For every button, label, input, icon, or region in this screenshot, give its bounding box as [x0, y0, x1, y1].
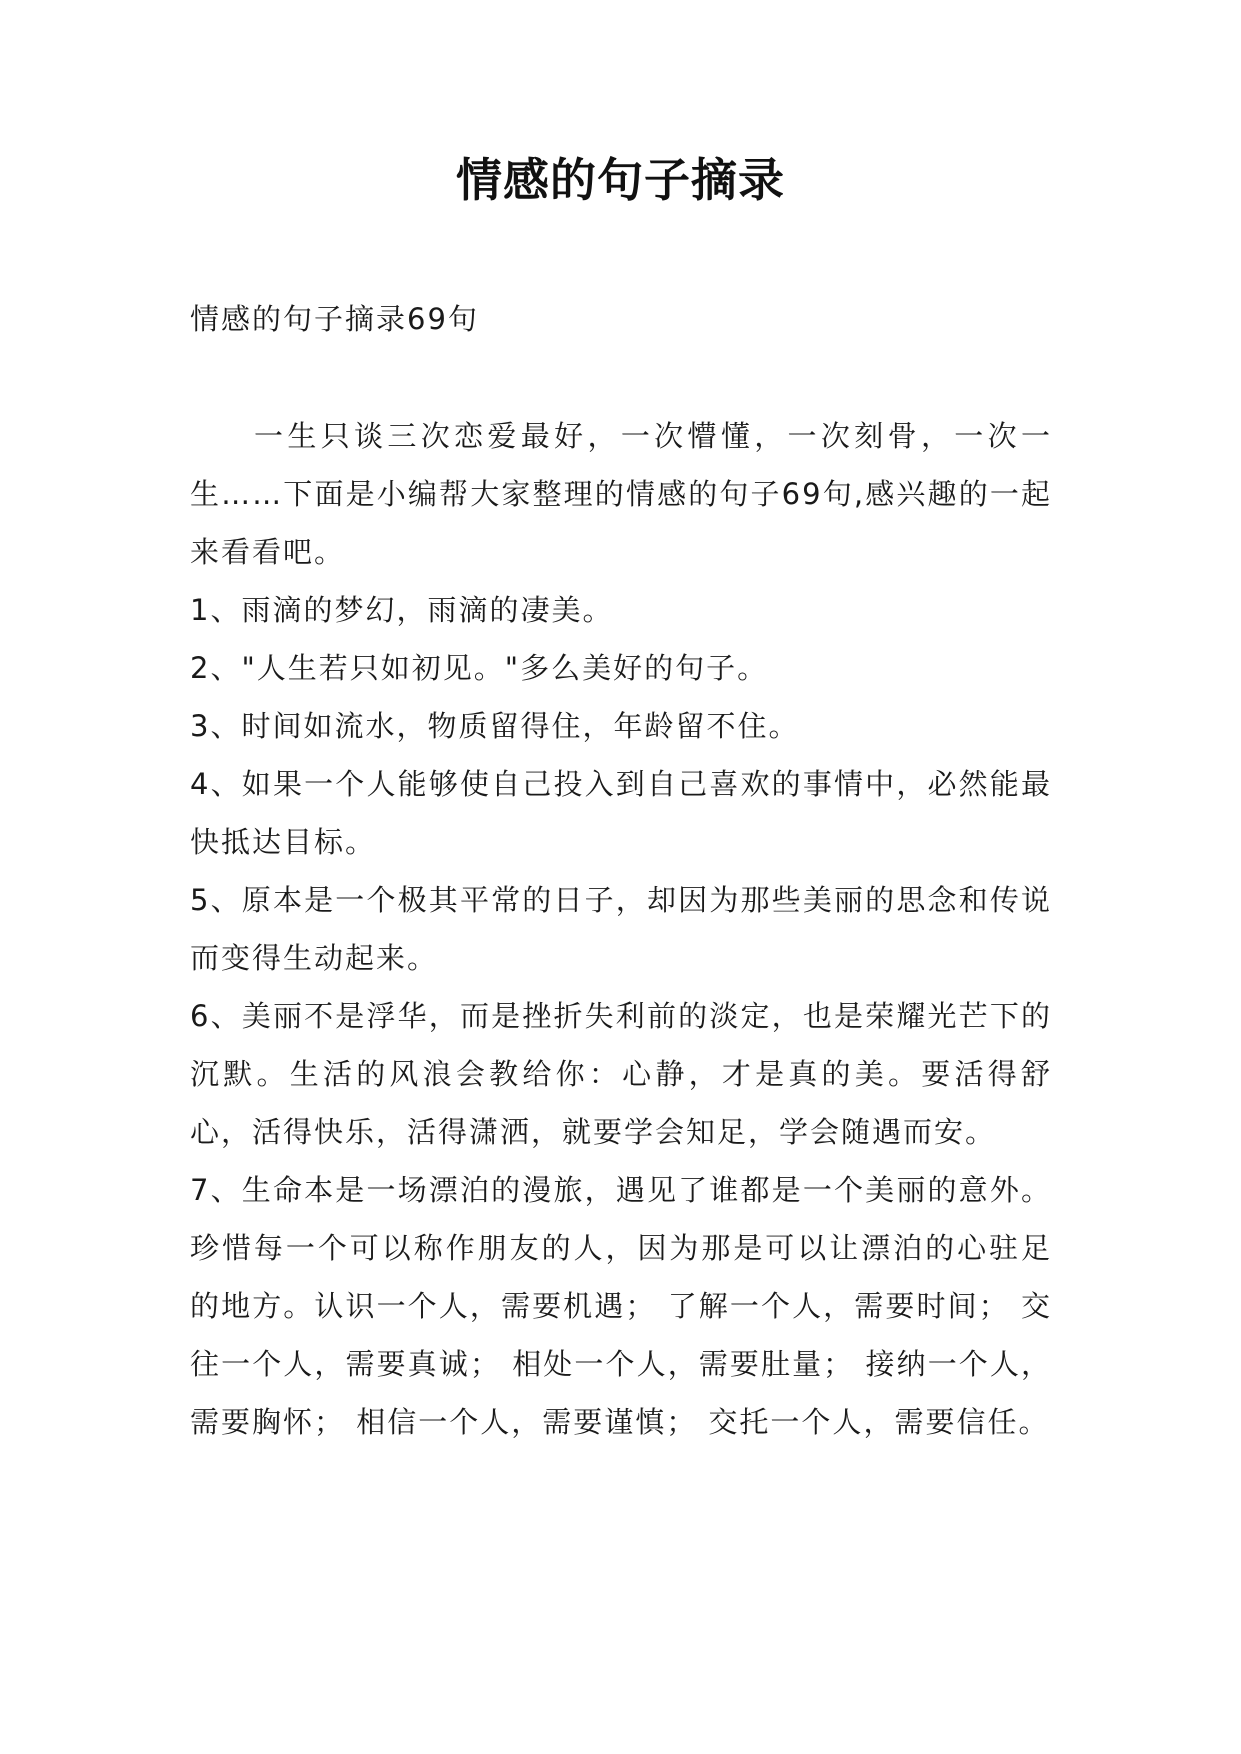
list-item: 2、"人生若只如初见。"多么美好的句子。 [190, 651, 769, 685]
list-item: 1、雨滴的梦幻，雨滴的凄美。 [190, 593, 614, 627]
document-title: 情感的句子摘录 [456, 153, 785, 207]
list-item: 5、原本是一个极其平常的日子，却因为那些美丽的思念和传说而变得生动起来。 [190, 883, 1052, 975]
list-item: 7、生命本是一场漂泊的漫旅，遇见了谁都是一个美丽的意外。珍惜每一个可以称作朋友的人，因为那是可以让漂泊的心驻足的地方。认识一个人，需要机遇； 了解一个人，需要时间； 交往一个人，需要真诚； 相处一个人，需要肚量； 接纳一个人，需要胸怀； 相信一个人，需要谨慎； 交托一个人，需要信任。 [190, 1173, 1052, 1439]
list-item: 3、时间如流水，物质留得住，年龄留不住。 [190, 709, 800, 743]
list-item: 6、美丽不是浮华，而是挫折失利前的淡定，也是荣耀光芒下的沉默。生活的风浪会教给你：心静，才是真的美。要活得舒心，活得快乐，活得潇洒，就要学会知足，学会随遇而安。 [190, 999, 1052, 1149]
intro-paragraph: 一生只谈三次恋爱最好，一次懵懂，一次刻骨，一次一生……下面是小编帮大家整理的情感的句子69句,感兴趣的一起来看看吧。 [190, 419, 1052, 569]
list-item: 4、如果一个人能够使自己投入到自己喜欢的事情中，必然能最快抵达目标。 [190, 767, 1052, 859]
document-content [190, 407, 1052, 1451]
document-subtitle: 情感的句子摘录69句 [190, 302, 479, 336]
